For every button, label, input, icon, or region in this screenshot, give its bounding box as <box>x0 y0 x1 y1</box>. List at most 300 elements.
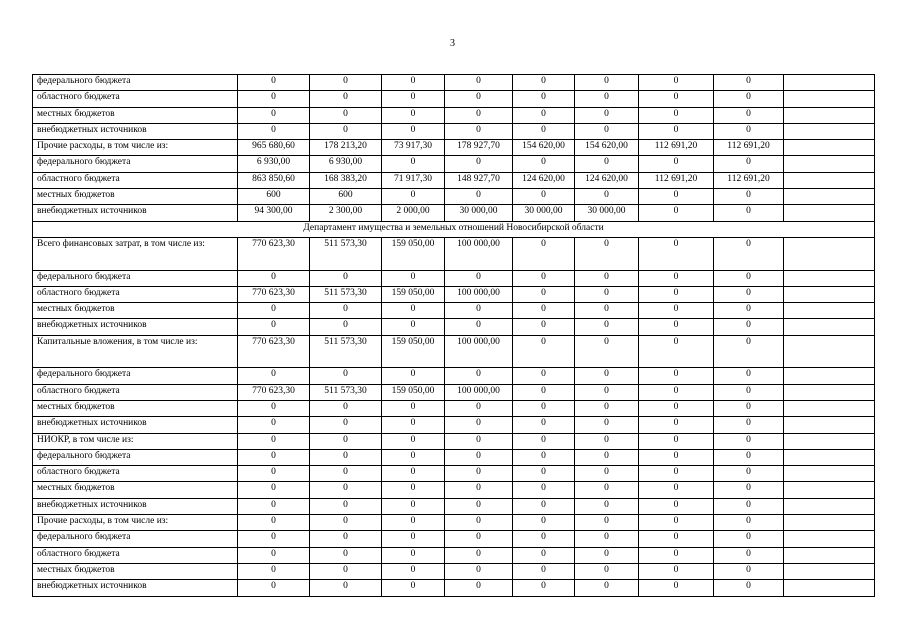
empty-cell <box>784 205 875 221</box>
empty-cell <box>784 303 875 319</box>
value-cell: 0 <box>714 237 784 270</box>
value-cell: 0 <box>575 482 639 498</box>
table-row <box>33 482 875 498</box>
value-cell: 0 <box>513 563 575 579</box>
value-cell: 0 <box>310 498 382 514</box>
value-cell: 71 917,30 <box>382 172 445 188</box>
row-label: областного бюджета <box>33 286 238 302</box>
value-cell: 0 <box>513 286 575 302</box>
value-cell: 0 <box>310 319 382 335</box>
value-cell: 0 <box>445 433 513 449</box>
table-row <box>33 449 875 465</box>
value-cell: 0 <box>445 498 513 514</box>
value-cell: 0 <box>382 417 445 433</box>
value-cell: 0 <box>714 107 784 123</box>
value-cell: 0 <box>714 515 784 531</box>
empty-cell <box>784 123 875 139</box>
value-cell: 0 <box>382 270 445 286</box>
value-cell: 0 <box>513 400 575 416</box>
empty-cell <box>784 368 875 384</box>
value-cell: 0 <box>714 417 784 433</box>
value-cell: 0 <box>310 123 382 139</box>
value-cell: 0 <box>445 107 513 123</box>
table-row <box>33 205 875 221</box>
value-cell: 0 <box>382 563 445 579</box>
table-row <box>33 335 875 368</box>
value-cell: 0 <box>382 580 445 596</box>
value-cell: 0 <box>714 531 784 547</box>
value-cell: 0 <box>639 75 714 91</box>
value-cell: 0 <box>310 515 382 531</box>
value-cell: 0 <box>238 547 310 563</box>
value-cell: 0 <box>575 237 639 270</box>
row-label: местных бюджетов <box>33 189 238 205</box>
value-cell: 0 <box>639 237 714 270</box>
table-row <box>33 580 875 596</box>
value-cell: 0 <box>639 91 714 107</box>
table-row <box>33 417 875 433</box>
value-cell: 0 <box>513 75 575 91</box>
value-cell: 0 <box>513 466 575 482</box>
table-row <box>33 156 875 172</box>
table-row <box>33 75 875 91</box>
value-cell: 100 000,00 <box>445 384 513 400</box>
value-cell: 0 <box>575 189 639 205</box>
table-row <box>33 498 875 514</box>
value-cell: 0 <box>382 482 445 498</box>
value-cell: 0 <box>639 156 714 172</box>
value-cell: 0 <box>714 400 784 416</box>
row-label: внебюджетных источников <box>33 205 238 221</box>
value-cell: 0 <box>445 580 513 596</box>
value-cell: 0 <box>575 156 639 172</box>
value-cell: 0 <box>714 368 784 384</box>
value-cell: 0 <box>575 75 639 91</box>
table-row <box>33 466 875 482</box>
value-cell: 0 <box>714 303 784 319</box>
table-row <box>33 303 875 319</box>
empty-cell <box>784 140 875 156</box>
value-cell: 0 <box>310 400 382 416</box>
value-cell: 0 <box>513 515 575 531</box>
value-cell: 600 <box>310 189 382 205</box>
value-cell: 0 <box>575 335 639 368</box>
budget-table <box>32 74 875 597</box>
value-cell: 30 000,00 <box>445 205 513 221</box>
value-cell: 0 <box>445 482 513 498</box>
table-row <box>33 270 875 286</box>
value-cell: 770 623,30 <box>238 335 310 368</box>
value-cell: 0 <box>382 156 445 172</box>
row-label: федерального бюджета <box>33 75 238 91</box>
empty-cell <box>784 107 875 123</box>
value-cell: 0 <box>238 270 310 286</box>
value-cell: 0 <box>639 189 714 205</box>
empty-cell <box>784 449 875 465</box>
value-cell: 0 <box>714 580 784 596</box>
value-cell: 148 927,70 <box>445 172 513 188</box>
row-label: областного бюджета <box>33 547 238 563</box>
value-cell: 0 <box>238 368 310 384</box>
value-cell: 0 <box>238 123 310 139</box>
value-cell: 0 <box>382 498 445 514</box>
value-cell: 0 <box>714 384 784 400</box>
row-label: Прочие расходы, в том числе из: <box>33 140 238 156</box>
row-label: Всего финансовых затрат, в том числе из: <box>33 237 238 270</box>
value-cell: 0 <box>238 75 310 91</box>
value-cell: 0 <box>445 563 513 579</box>
value-cell: 0 <box>238 303 310 319</box>
value-cell: 0 <box>382 303 445 319</box>
value-cell: 0 <box>639 563 714 579</box>
value-cell: 0 <box>445 123 513 139</box>
value-cell: 0 <box>238 91 310 107</box>
value-cell: 0 <box>445 515 513 531</box>
value-cell: 0 <box>513 417 575 433</box>
row-label: внебюджетных источников <box>33 123 238 139</box>
value-cell: 159 050,00 <box>382 286 445 302</box>
value-cell: 0 <box>513 237 575 270</box>
value-cell: 0 <box>639 303 714 319</box>
value-cell: 0 <box>513 189 575 205</box>
value-cell: 0 <box>575 107 639 123</box>
table-row <box>33 172 875 188</box>
value-cell: 0 <box>639 286 714 302</box>
value-cell: 94 300,00 <box>238 205 310 221</box>
table-row <box>33 91 875 107</box>
value-cell: 0 <box>382 319 445 335</box>
table-row <box>33 433 875 449</box>
value-cell: 0 <box>310 91 382 107</box>
table-row <box>33 123 875 139</box>
value-cell: 178 927,70 <box>445 140 513 156</box>
value-cell: 0 <box>639 400 714 416</box>
value-cell: 0 <box>310 270 382 286</box>
value-cell: 0 <box>714 449 784 465</box>
value-cell: 154 620,00 <box>575 140 639 156</box>
value-cell: 0 <box>382 123 445 139</box>
value-cell: 0 <box>714 270 784 286</box>
value-cell: 124 620,00 <box>513 172 575 188</box>
value-cell: 0 <box>238 107 310 123</box>
value-cell: 0 <box>445 400 513 416</box>
value-cell: 0 <box>575 547 639 563</box>
value-cell: 0 <box>575 531 639 547</box>
value-cell: 0 <box>575 433 639 449</box>
value-cell: 0 <box>238 400 310 416</box>
empty-cell <box>784 580 875 596</box>
value-cell: 0 <box>639 123 714 139</box>
row-label: НИОКР, в том числе из: <box>33 433 238 449</box>
row-label: федерального бюджета <box>33 156 238 172</box>
empty-cell <box>784 91 875 107</box>
value-cell: 0 <box>382 449 445 465</box>
value-cell: 0 <box>714 563 784 579</box>
value-cell: 6 930,00 <box>238 156 310 172</box>
value-cell: 0 <box>310 107 382 123</box>
table-row <box>33 400 875 416</box>
section-title: Департамент имущества и земельных отношений Новосибирской области <box>33 221 875 237</box>
empty-cell <box>784 433 875 449</box>
value-cell: 0 <box>382 189 445 205</box>
value-cell: 0 <box>238 563 310 579</box>
value-cell: 0 <box>575 466 639 482</box>
table-row <box>33 547 875 563</box>
value-cell: 112 691,20 <box>639 172 714 188</box>
value-cell: 0 <box>445 531 513 547</box>
value-cell: 0 <box>639 270 714 286</box>
row-label: федерального бюджета <box>33 449 238 465</box>
value-cell: 0 <box>714 319 784 335</box>
value-cell: 0 <box>445 156 513 172</box>
empty-cell <box>784 466 875 482</box>
value-cell: 0 <box>575 270 639 286</box>
value-cell: 0 <box>639 205 714 221</box>
row-label: федерального бюджета <box>33 270 238 286</box>
row-label: местных бюджетов <box>33 563 238 579</box>
value-cell: 0 <box>714 91 784 107</box>
value-cell: 0 <box>382 107 445 123</box>
value-cell: 154 620,00 <box>513 140 575 156</box>
value-cell: 0 <box>445 303 513 319</box>
value-cell: 0 <box>575 303 639 319</box>
section-header-row <box>33 221 875 237</box>
empty-cell <box>784 515 875 531</box>
value-cell: 0 <box>238 417 310 433</box>
value-cell: 0 <box>310 563 382 579</box>
value-cell: 30 000,00 <box>513 205 575 221</box>
value-cell: 6 930,00 <box>310 156 382 172</box>
budget-table-body <box>33 75 875 597</box>
value-cell: 100 000,00 <box>445 237 513 270</box>
empty-cell <box>784 498 875 514</box>
value-cell: 0 <box>714 433 784 449</box>
value-cell: 168 383,20 <box>310 172 382 188</box>
value-cell: 0 <box>310 531 382 547</box>
value-cell: 0 <box>310 580 382 596</box>
value-cell: 0 <box>714 286 784 302</box>
value-cell: 0 <box>714 547 784 563</box>
value-cell: 0 <box>714 205 784 221</box>
value-cell: 0 <box>445 466 513 482</box>
value-cell: 0 <box>513 303 575 319</box>
value-cell: 0 <box>238 531 310 547</box>
value-cell: 0 <box>639 580 714 596</box>
row-label: внебюджетных источников <box>33 417 238 433</box>
value-cell: 0 <box>575 580 639 596</box>
value-cell: 0 <box>238 449 310 465</box>
value-cell: 0 <box>575 319 639 335</box>
row-label: областного бюджета <box>33 172 238 188</box>
value-cell: 0 <box>639 498 714 514</box>
value-cell: 0 <box>238 580 310 596</box>
value-cell: 0 <box>310 368 382 384</box>
row-label: местных бюджетов <box>33 482 238 498</box>
value-cell: 0 <box>445 547 513 563</box>
value-cell: 0 <box>575 123 639 139</box>
value-cell: 0 <box>445 368 513 384</box>
value-cell: 0 <box>513 531 575 547</box>
value-cell: 0 <box>310 303 382 319</box>
value-cell: 0 <box>575 563 639 579</box>
value-cell: 0 <box>445 189 513 205</box>
value-cell: 0 <box>639 335 714 368</box>
value-cell: 0 <box>714 75 784 91</box>
value-cell: 0 <box>639 368 714 384</box>
value-cell: 0 <box>513 156 575 172</box>
value-cell: 0 <box>639 482 714 498</box>
row-label: областного бюджета <box>33 91 238 107</box>
value-cell: 159 050,00 <box>382 237 445 270</box>
value-cell: 159 050,00 <box>382 335 445 368</box>
empty-cell <box>784 482 875 498</box>
table-row <box>33 515 875 531</box>
value-cell: 0 <box>382 400 445 416</box>
value-cell: 0 <box>310 449 382 465</box>
value-cell: 0 <box>513 107 575 123</box>
value-cell: 770 623,30 <box>238 237 310 270</box>
value-cell: 0 <box>513 123 575 139</box>
value-cell: 0 <box>513 547 575 563</box>
value-cell: 770 623,30 <box>238 384 310 400</box>
value-cell: 0 <box>639 515 714 531</box>
value-cell: 0 <box>382 91 445 107</box>
empty-cell <box>784 384 875 400</box>
value-cell: 0 <box>575 400 639 416</box>
empty-cell <box>784 286 875 302</box>
value-cell: 0 <box>639 466 714 482</box>
value-cell: 863 850,60 <box>238 172 310 188</box>
value-cell: 511 573,30 <box>310 237 382 270</box>
empty-cell <box>784 270 875 286</box>
row-label: внебюджетных источников <box>33 498 238 514</box>
row-label: областного бюджета <box>33 384 238 400</box>
empty-cell <box>784 189 875 205</box>
value-cell: 0 <box>575 498 639 514</box>
value-cell: 73 917,30 <box>382 140 445 156</box>
value-cell: 0 <box>513 580 575 596</box>
row-label: Прочие расходы, в том числе из: <box>33 515 238 531</box>
empty-cell <box>784 75 875 91</box>
empty-cell <box>784 417 875 433</box>
value-cell: 0 <box>445 91 513 107</box>
empty-cell <box>784 319 875 335</box>
value-cell: 0 <box>575 91 639 107</box>
row-label: федерального бюджета <box>33 368 238 384</box>
table-row <box>33 140 875 156</box>
row-label: областного бюджета <box>33 466 238 482</box>
value-cell: 965 680,60 <box>238 140 310 156</box>
empty-cell <box>784 172 875 188</box>
row-label: Капитальные вложения, в том числе из: <box>33 335 238 368</box>
value-cell: 0 <box>382 75 445 91</box>
value-cell: 0 <box>445 75 513 91</box>
value-cell: 0 <box>513 319 575 335</box>
value-cell: 0 <box>238 498 310 514</box>
value-cell: 0 <box>575 417 639 433</box>
table-row <box>33 237 875 270</box>
value-cell: 0 <box>445 417 513 433</box>
value-cell: 2 000,00 <box>382 205 445 221</box>
table-row <box>33 319 875 335</box>
value-cell: 0 <box>575 368 639 384</box>
value-cell: 0 <box>513 449 575 465</box>
value-cell: 0 <box>382 531 445 547</box>
table-row <box>33 286 875 302</box>
value-cell: 0 <box>639 547 714 563</box>
value-cell: 0 <box>445 319 513 335</box>
value-cell: 0 <box>382 515 445 531</box>
value-cell: 2 300,00 <box>310 205 382 221</box>
table-row <box>33 531 875 547</box>
value-cell: 0 <box>310 433 382 449</box>
row-label: местных бюджетов <box>33 107 238 123</box>
empty-cell <box>784 237 875 270</box>
empty-cell <box>784 531 875 547</box>
value-cell: 0 <box>310 466 382 482</box>
value-cell: 0 <box>575 449 639 465</box>
value-cell: 0 <box>714 335 784 368</box>
value-cell: 0 <box>238 319 310 335</box>
value-cell: 178 213,20 <box>310 140 382 156</box>
value-cell: 0 <box>513 384 575 400</box>
table-row <box>33 107 875 123</box>
value-cell: 0 <box>639 449 714 465</box>
value-cell: 0 <box>513 335 575 368</box>
table-row <box>33 384 875 400</box>
value-cell: 124 620,00 <box>575 172 639 188</box>
value-cell: 30 000,00 <box>575 205 639 221</box>
row-label: внебюджетных источников <box>33 580 238 596</box>
value-cell: 0 <box>238 433 310 449</box>
value-cell: 0 <box>575 384 639 400</box>
empty-cell <box>784 547 875 563</box>
empty-cell <box>784 400 875 416</box>
row-label: федерального бюджета <box>33 531 238 547</box>
empty-cell <box>784 563 875 579</box>
value-cell: 511 573,30 <box>310 335 382 368</box>
row-label: внебюджетных источников <box>33 319 238 335</box>
value-cell: 0 <box>310 75 382 91</box>
value-cell: 0 <box>382 433 445 449</box>
value-cell: 0 <box>382 368 445 384</box>
value-cell: 0 <box>310 417 382 433</box>
value-cell: 112 691,20 <box>714 140 784 156</box>
value-cell: 0 <box>513 433 575 449</box>
table-row <box>33 563 875 579</box>
value-cell: 0 <box>238 482 310 498</box>
value-cell: 0 <box>445 449 513 465</box>
row-label: местных бюджетов <box>33 400 238 416</box>
value-cell: 0 <box>639 319 714 335</box>
table-row <box>33 189 875 205</box>
empty-cell <box>784 156 875 172</box>
value-cell: 100 000,00 <box>445 335 513 368</box>
value-cell: 0 <box>238 515 310 531</box>
value-cell: 0 <box>382 466 445 482</box>
value-cell: 159 050,00 <box>382 384 445 400</box>
value-cell: 0 <box>513 368 575 384</box>
page-number: 3 <box>450 38 455 49</box>
value-cell: 0 <box>714 482 784 498</box>
value-cell: 770 623,30 <box>238 286 310 302</box>
row-label: местных бюджетов <box>33 303 238 319</box>
value-cell: 100 000,00 <box>445 286 513 302</box>
value-cell: 0 <box>238 466 310 482</box>
value-cell: 112 691,20 <box>639 140 714 156</box>
value-cell: 0 <box>513 270 575 286</box>
value-cell: 0 <box>639 531 714 547</box>
